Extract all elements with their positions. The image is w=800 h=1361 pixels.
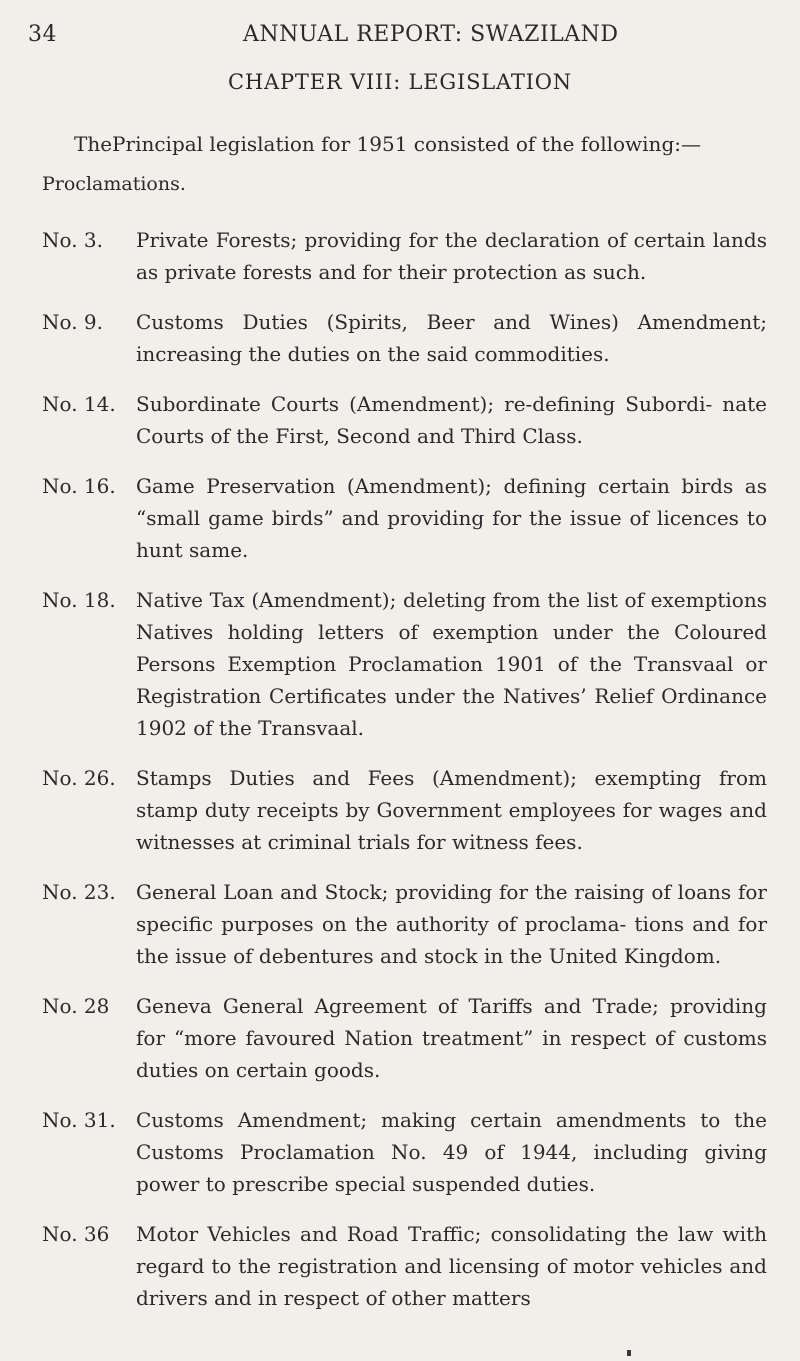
proclamation-text: Motor Vehicles and Road Traffic; consolidating the law with regard to the registration and licensing of motor vehicles and drivers and in respect of other matters <box>136 1222 767 1310</box>
section-label: Proclamations. <box>42 173 186 195</box>
proclamation-entry <box>42 584 767 744</box>
proclamation-number: No. 23. <box>42 880 116 904</box>
proclamation-list <box>42 224 767 1332</box>
proclamation-text: General Loan and Stock; providing for the raising of loans for specific purposes on the authority of proclama- tions and for the issue of debentures and stock in the United Kingdom. <box>136 880 767 968</box>
intro-paragraph: ThePrincipal legislation for 1951 consisted of the following:— <box>74 132 701 156</box>
running-head-title: ANNUAL REPORT: SWAZILAND <box>243 22 619 47</box>
chapter-title: CHAPTER VIII: LEGISLATION <box>228 70 572 94</box>
proclamation-text: Game Preservation (Amendment); defining certain birds as “small game birds” and providing for the issue of licences to hunt same. <box>136 474 767 562</box>
running-head <box>28 22 748 56</box>
proclamation-entry <box>42 1218 767 1314</box>
proclamation-entry <box>42 470 767 566</box>
proclamation-number: No. 28 <box>42 994 110 1018</box>
proclamation-number: No. 31. <box>42 1108 116 1132</box>
print-mark <box>627 1350 631 1356</box>
proclamation-number: No. 36 <box>42 1222 110 1246</box>
proclamation-entry <box>42 876 767 972</box>
proclamation-text: Customs Duties (Spirits, Beer and Wines) Amendment; increasing the duties on the said commodities. <box>136 310 767 366</box>
proclamation-entry <box>42 306 767 370</box>
proclamation-entry <box>42 1104 767 1200</box>
proclamation-text: Customs Amendment; making certain amendments to the Customs Proclamation No. 49 of 1944, including giving power to prescribe special suspended duties. <box>136 1108 767 1196</box>
proclamation-text: Geneva General Agreement of Tariffs and Trade; providing for “more favoured Nation treatment” in respect of customs duties on certain goods. <box>136 994 767 1082</box>
proclamation-text: Native Tax (Amendment); deleting from the list of exemptions Natives holding letters of exemption under the Coloured Persons Exemption Proclamation 1901 of the Transvaal or Registration Certificates under the Natives’ Relief Ordinance 1902 of the Transvaal. <box>136 588 767 740</box>
proclamation-number: No. 9. <box>42 310 103 334</box>
proclamation-entry <box>42 990 767 1086</box>
proclamation-text: Subordinate Courts (Amendment); re-defining Subordi- nate Courts of the First, Second and Third Class. <box>136 392 767 448</box>
proclamation-entry <box>42 224 767 288</box>
page-number: 34 <box>28 22 57 47</box>
proclamation-text: Stamps Duties and Fees (Amendment); exempting from stamp duty receipts by Government employees for wages and witnesses at criminal trials for witness fees. <box>136 766 767 854</box>
proclamation-number: No. 14. <box>42 392 116 416</box>
proclamation-number: No. 3. <box>42 228 103 252</box>
proclamation-number: No. 16. <box>42 474 116 498</box>
proclamation-entry <box>42 388 767 452</box>
proclamation-number: No. 18. <box>42 588 116 612</box>
proclamation-number: No. 26. <box>42 766 116 790</box>
proclamation-entry <box>42 762 767 858</box>
proclamation-text: Private Forests; providing for the declaration of certain lands as private forests and for their protection as such. <box>136 228 767 284</box>
